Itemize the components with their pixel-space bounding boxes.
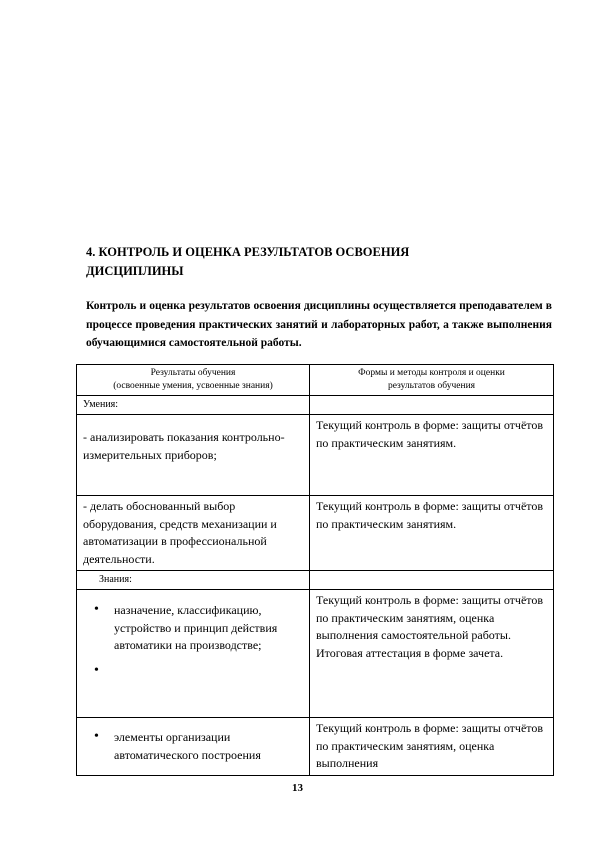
control-cell xyxy=(310,415,554,496)
knowledge-text: назначение, классификацию, устройство и принцип действия автоматики на производстве; xyxy=(114,603,278,652)
header-methods xyxy=(310,365,554,396)
skill-text: - анализировать показания контрольно-измерительных приборов; xyxy=(83,430,285,462)
list-item xyxy=(83,729,303,764)
section-heading: 4. КОНТРОЛЬ И ОЦЕНКА РЕЗУЛЬТАТОВ ОСВОЕНИЯ ДИСЦИПЛИНЫ xyxy=(86,245,410,278)
control-text: Текущий контроль в форме: защиты отчётов по практическим занятиям, оценка выполнения самостоятельной работы. xyxy=(316,593,544,642)
bullet-icon: • xyxy=(94,729,99,744)
skill-cell xyxy=(77,415,310,496)
knowledge-cell xyxy=(77,590,310,718)
control-text: Текущий контроль в форме: защиты отчётов по практическим занятиям. xyxy=(316,418,544,450)
intro-paragraph: Контроль и оценка результатов освоения дисциплины осуществляется преподавателем в процессе проведения практических занятий и лабораторных работ, а также выполнения обучающимися самостоятельной работы. xyxy=(86,300,552,349)
control-text: Текущий контроль в форме: защиты отчётов по практическим занятиям, оценка выполнения xyxy=(316,721,544,770)
list-item-empty xyxy=(83,663,303,685)
bullet-icon: • xyxy=(94,602,99,617)
control-cell xyxy=(310,590,554,718)
table-row xyxy=(77,718,554,776)
knowledge-list xyxy=(83,602,303,685)
knowledge-cell xyxy=(77,718,310,776)
skill-cell xyxy=(77,496,310,571)
table-row xyxy=(77,496,554,571)
header-results-line-2: (освоенные умения, усвоенные знания) xyxy=(113,381,273,391)
control-table xyxy=(76,364,554,776)
skill-text: - делать обоснованный выбор оборудования, средств механизации и автоматизации в профессиональной деятельности. xyxy=(83,499,277,566)
header-results xyxy=(77,365,310,396)
section-empty-cell xyxy=(310,396,554,415)
header-methods-line-2: результатов обучения xyxy=(387,381,476,391)
list-item xyxy=(83,602,303,655)
header-methods-line-1: Формы и методы контроля и оценки xyxy=(358,368,505,378)
table-header-row xyxy=(77,365,554,396)
table-row xyxy=(77,590,554,718)
header-results-line-1: Результаты обучения xyxy=(150,368,236,378)
section-label-knowledge: Знания: xyxy=(77,571,310,590)
section-row-knowledge xyxy=(77,571,554,590)
control-cell xyxy=(310,718,554,776)
knowledge-list xyxy=(83,729,303,764)
page-number: 13 xyxy=(292,782,303,794)
knowledge-text: элементы организации автоматического построения xyxy=(114,730,261,762)
bullet-icon: • xyxy=(94,662,99,678)
section-label-skills: Умения: xyxy=(77,396,310,415)
table-row xyxy=(77,415,554,496)
control-text: Текущий контроль в форме: защиты отчётов по практическим занятиям. xyxy=(316,499,544,531)
control-text-final: Итоговая аттестация в форме зачета. xyxy=(316,645,504,660)
section-empty-cell xyxy=(310,571,554,590)
control-cell xyxy=(310,496,554,571)
section-row-skills xyxy=(77,396,554,415)
